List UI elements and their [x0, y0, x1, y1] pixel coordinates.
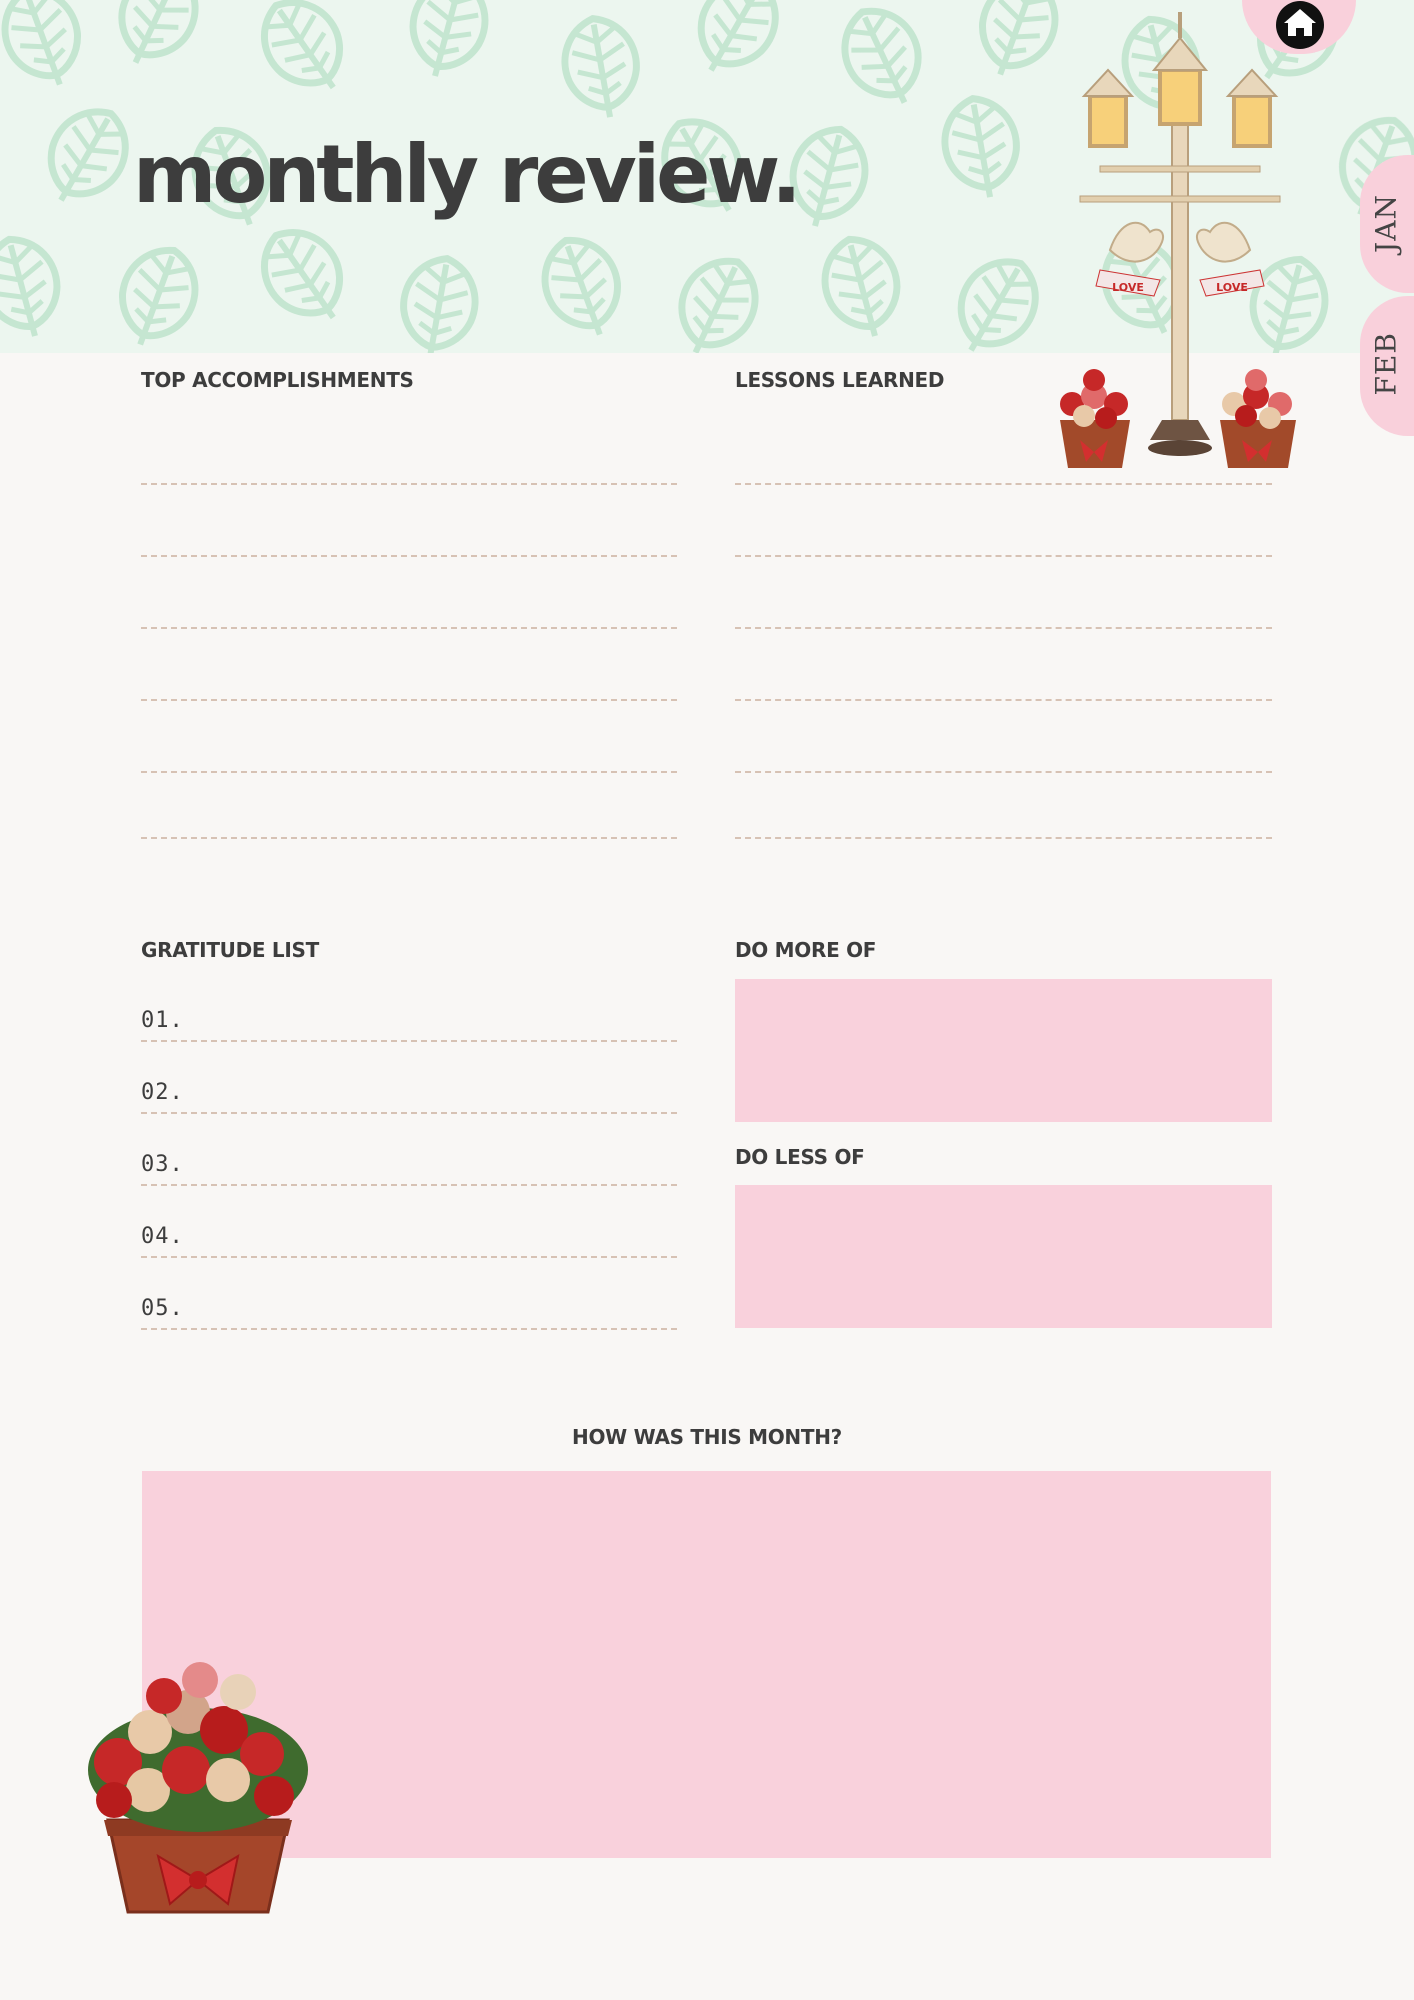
tab-feb[interactable] — [1360, 296, 1414, 436]
gratitude-item-line[interactable] — [141, 1184, 677, 1186]
gratitude-item-number: 04. — [141, 1224, 184, 1249]
writing-line[interactable] — [141, 555, 677, 557]
do-more-of-label: DO MORE OF — [735, 938, 877, 962]
writing-line[interactable] — [735, 837, 1272, 839]
tab-jan[interactable] — [1360, 155, 1414, 293]
writing-line[interactable] — [141, 771, 677, 773]
writing-line[interactable] — [735, 483, 1272, 485]
banner-text-left: LOVE — [1112, 281, 1144, 294]
do-more-of-box[interactable] — [735, 979, 1272, 1122]
gratitude-list-label: GRATITUDE LIST — [141, 938, 319, 962]
gratitude-item-number: 01. — [141, 1008, 184, 1033]
gratitude-item-number: 03. — [141, 1152, 184, 1177]
writing-line[interactable] — [735, 699, 1272, 701]
banner-text-right: LOVE — [1216, 281, 1248, 294]
writing-line[interactable] — [141, 483, 677, 485]
gratitude-item-line[interactable] — [141, 1328, 677, 1330]
flower-pot-illustration — [78, 1660, 318, 1920]
tab-jan-label: JAN — [1369, 194, 1403, 253]
lessons-learned-label: LESSONS LEARNED — [735, 368, 945, 392]
gratitude-item-line[interactable] — [141, 1256, 677, 1258]
writing-line[interactable] — [141, 627, 677, 629]
how-was-this-month-label: HOW WAS THIS MONTH? — [572, 1425, 842, 1449]
street-lamp-illustration — [1050, 0, 1310, 470]
gratitude-item-line[interactable] — [141, 1112, 677, 1114]
do-less-of-label: DO LESS OF — [735, 1145, 865, 1169]
writing-line[interactable] — [141, 699, 677, 701]
top-accomplishments-label: TOP ACCOMPLISHMENTS — [141, 368, 414, 392]
do-less-of-box[interactable] — [735, 1185, 1272, 1328]
writing-line[interactable] — [141, 837, 677, 839]
writing-line[interactable] — [735, 627, 1272, 629]
writing-line[interactable] — [735, 771, 1272, 773]
tab-feb-label: FEB — [1369, 332, 1403, 396]
gratitude-item-number: 02. — [141, 1080, 184, 1105]
writing-line[interactable] — [735, 555, 1272, 557]
gratitude-item-number: 05. — [141, 1296, 184, 1321]
gratitude-item-line[interactable] — [141, 1040, 677, 1042]
page-title: monthly review. — [133, 128, 798, 221]
